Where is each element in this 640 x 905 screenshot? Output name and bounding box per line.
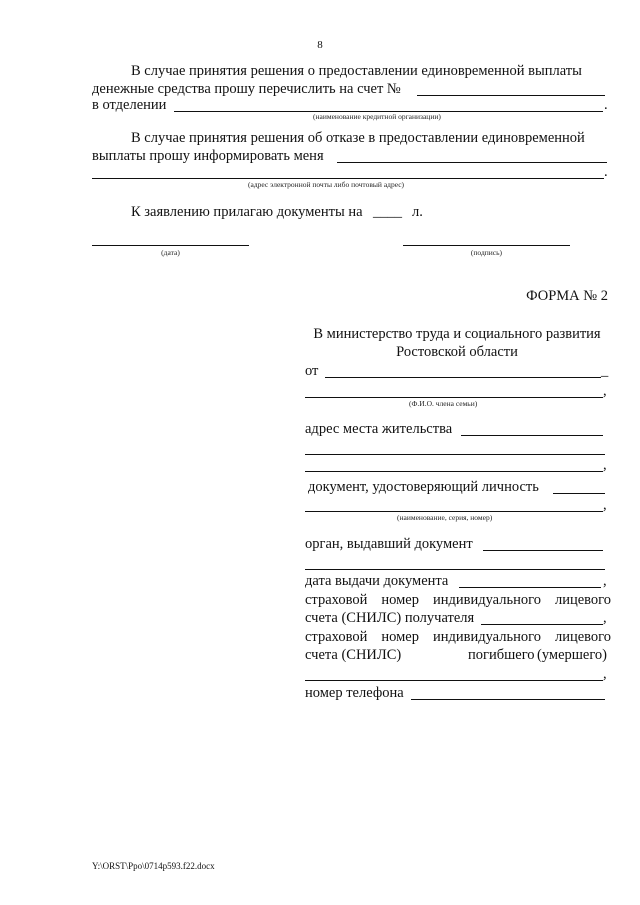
from-end: _ (601, 363, 609, 379)
issue-date-label: дата выдачи документа (305, 573, 449, 589)
payment-paragraph-line2: денежные средства прошу перечислить на счет № (92, 81, 401, 97)
id-document-comma: , (603, 497, 607, 513)
address-field-line1[interactable] (461, 435, 603, 436)
address-field-line3[interactable] (305, 471, 603, 472)
id-document-field-line2[interactable] (305, 511, 603, 512)
snils-recipient-field[interactable] (481, 624, 603, 625)
contact-field-line1[interactable] (337, 162, 607, 163)
from-comma: , (603, 383, 607, 399)
from-field-line2[interactable] (305, 397, 603, 398)
attachments-unit: л. (412, 204, 423, 220)
issuer-field-line1[interactable] (483, 550, 603, 551)
signature-caption: (подпись) (470, 248, 503, 257)
payment-paragraph-line1: В случае принятия решения о предоставлении единовременной выплаты (131, 63, 582, 79)
id-document-label: документ, удостоверяющий личность (308, 479, 539, 495)
issue-date-comma: , (603, 573, 607, 589)
snils-deceased-line1: страховой номер индивидуального лицевого (305, 629, 611, 645)
refusal-paragraph-line2: выплаты прошу информировать меня (92, 148, 324, 164)
address-comma: , (603, 457, 607, 473)
snils-recipient-line1: страховой номер индивидуального лицевого (305, 592, 611, 608)
from-field[interactable] (325, 377, 601, 378)
id-document-caption: (наименование, серия, номер) (397, 513, 493, 522)
page-number: 8 (317, 39, 323, 51)
contact-field-line2[interactable] (92, 178, 604, 179)
bank-caption: (наименование кредитной организации) (313, 112, 441, 121)
addressee-line2: Ростовской области (396, 344, 518, 360)
issuer-field-line2[interactable] (305, 569, 605, 570)
branch-period: . (604, 97, 608, 113)
snils-recipient-label: счета (СНИЛС) получателя (305, 610, 475, 626)
snils-deceased-comma: , (603, 666, 607, 682)
attachments-label: К заявлению прилагаю документы на (131, 204, 363, 220)
form2-title: ФОРМА № 2 (526, 288, 608, 304)
footer-file-path: Y:\ORST\Ppo\0714p593.f22.docx (92, 861, 215, 871)
snils-deceased-label-part3: (умершего) (537, 647, 608, 663)
from-label: от (305, 363, 319, 379)
snils-deceased-label-part2: погибшего (468, 647, 535, 663)
snils-recipient-comma: , (603, 610, 607, 626)
address-field-line2[interactable] (305, 454, 605, 455)
snils-deceased-label-part1: счета (СНИЛС) (305, 647, 402, 663)
addressee-line1: В министерство труда и социального развития (313, 326, 601, 342)
issue-date-field[interactable] (459, 587, 601, 588)
signature-field[interactable] (403, 245, 570, 246)
date-caption: (дата) (161, 248, 180, 257)
attachments-count-field[interactable]: ____ (373, 204, 402, 220)
snils-deceased-field[interactable] (305, 680, 603, 681)
contact-period: . (604, 164, 608, 180)
phone-field[interactable] (411, 699, 605, 700)
account-number-field[interactable] (417, 95, 605, 96)
fio-caption: (Ф.И.О. члена семьи) (409, 399, 478, 408)
branch-label: в отделении (92, 97, 167, 113)
id-document-field-line1[interactable] (553, 493, 605, 494)
address-caption: (адрес электронной почты либо почтовый адрес) (248, 180, 405, 189)
phone-label: номер телефона (305, 685, 404, 701)
address-label: адрес места жительства (305, 421, 453, 437)
issuer-label: орган, выдавший документ (305, 536, 473, 552)
date-field[interactable] (92, 245, 249, 246)
refusal-paragraph-line1: В случае принятия решения об отказе в предоставлении единовременной (131, 130, 585, 146)
